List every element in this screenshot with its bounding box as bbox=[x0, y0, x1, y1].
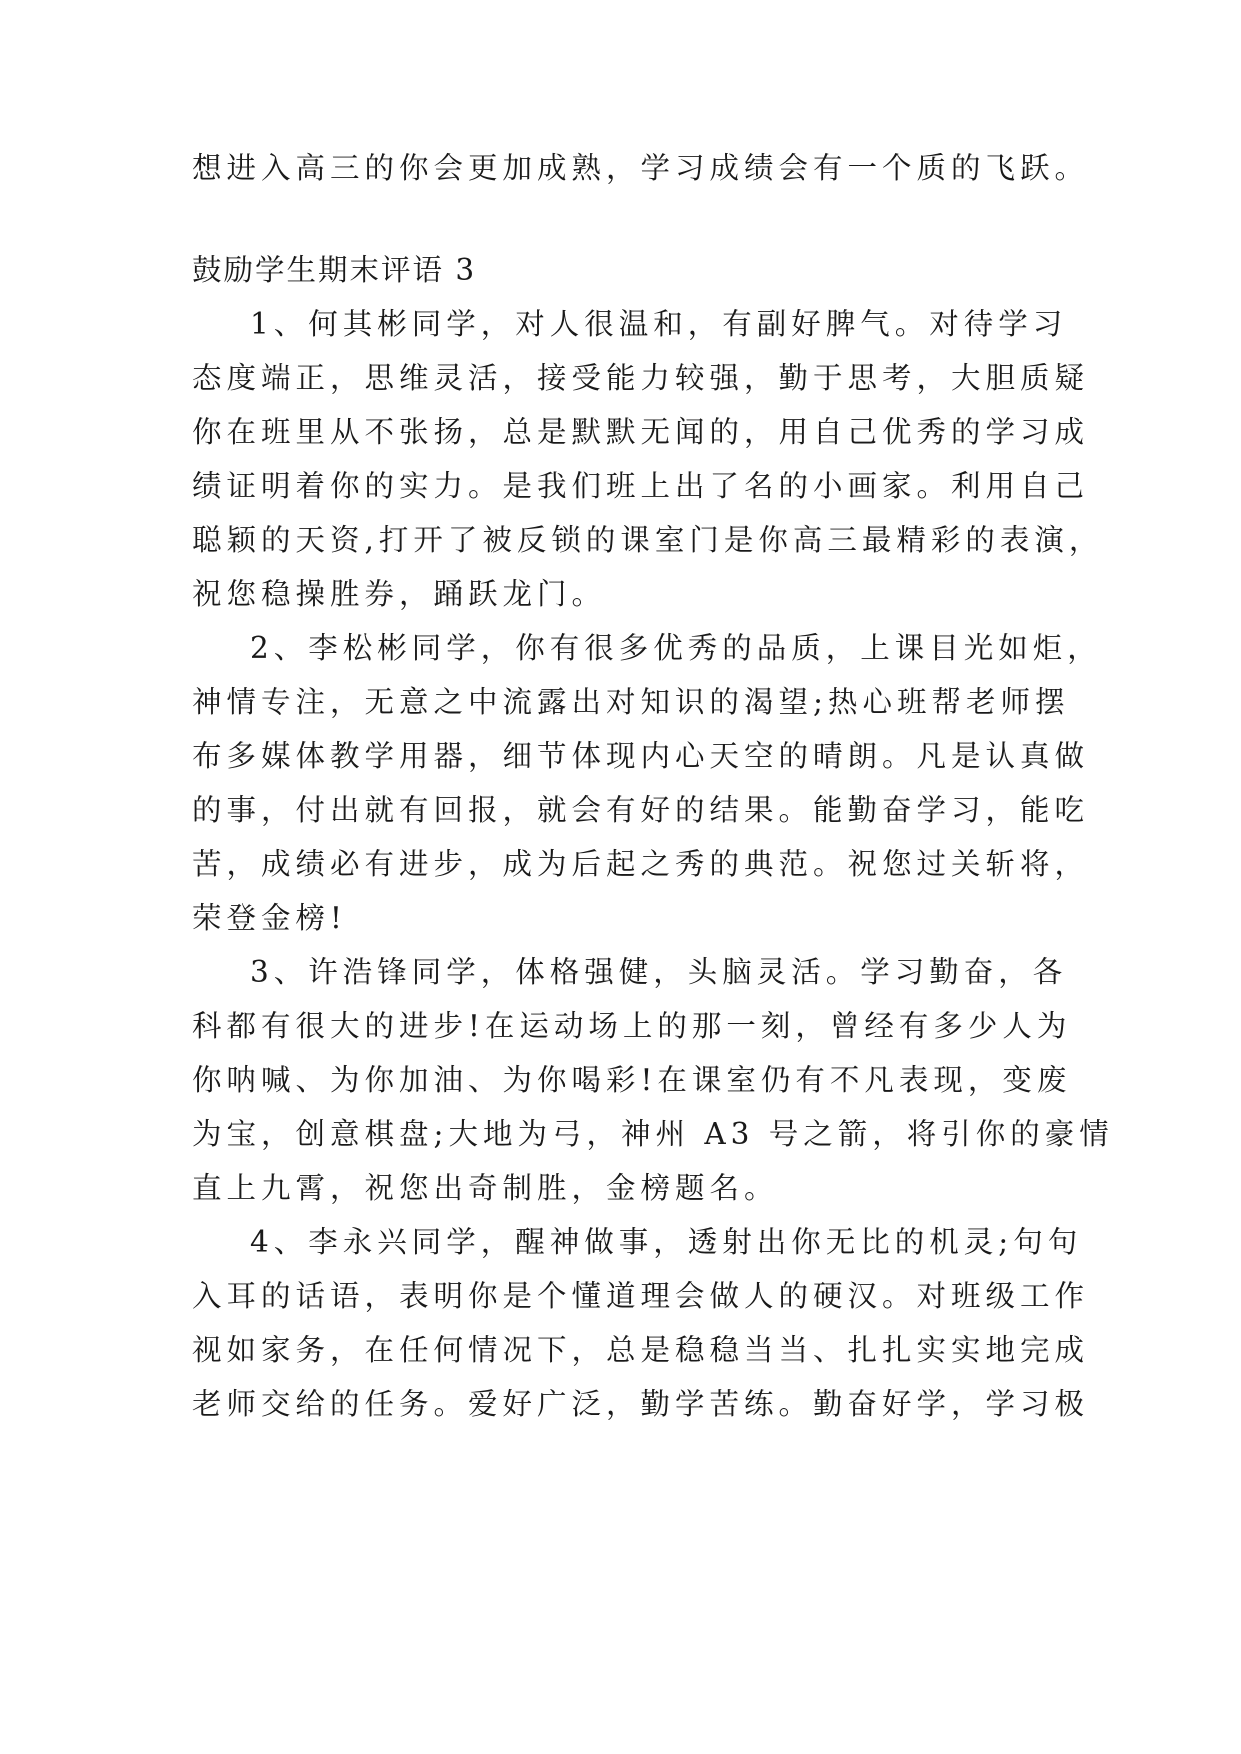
paragraph-1-line-3: 你在班里从不张扬，总是默默无闻的，用自己优秀的学习成 bbox=[192, 415, 1090, 449]
paragraph-3-line-5: 直上九霄，祝您出奇制胜，金榜题名。 bbox=[192, 1171, 779, 1205]
paragraph-1-line-2: 态度端正，思维灵活，接受能力较强，勤于思考，大胆质疑 bbox=[192, 361, 1090, 395]
paragraph-2-line-1: 2、李松彬同学，你有很多优秀的品质，上课目光如炬， bbox=[250, 631, 1102, 665]
paragraph-2-line-3: 布多媒体教学用器，细节体现内心天空的晴朗。凡是认真做 bbox=[192, 739, 1090, 773]
paragraph-3-line-1: 3、许浩锋同学，体格强健，头脑灵活。学习勤奋，各 bbox=[250, 955, 1068, 989]
paragraph-3-line-2: 科都有很大的进步!在运动场上的那一刻，曾经有多少人为 bbox=[192, 1009, 1072, 1043]
paragraph-4-line-3: 视如家务，在任何情况下，总是稳稳当当、扎扎实实地完成 bbox=[192, 1333, 1090, 1367]
paragraph-3-line-4: 为宝，创意棋盘;大地为弓，神州 A3 号之箭，将引你的豪情 bbox=[192, 1117, 1114, 1151]
paragraph-1-line-1: 1、何其彬同学，对人很温和，有副好脾气。对待学习 bbox=[250, 307, 1068, 341]
paragraph-2-line-4: 的事，付出就有回报，就会有好的结果。能勤奋学习，能吃 bbox=[192, 793, 1090, 827]
text-line-1: 想进入高三的你会更加成熟，学习成绩会有一个质的飞跃。 bbox=[192, 151, 1090, 185]
paragraph-1-line-6: 祝您稳操胜券，踊跃龙门。 bbox=[192, 577, 607, 611]
paragraph-3-line-3: 你呐喊、为你加油、为你喝彩!在课室仍有不凡表现，变废 bbox=[192, 1063, 1072, 1097]
paragraph-1-line-5: 聪颖的天资,打开了被反锁的课室门是你高三最精彩的表演， bbox=[192, 523, 1104, 557]
paragraph-1-line-4: 绩证明着你的实力。是我们班上出了名的小画家。利用自己 bbox=[192, 469, 1090, 503]
paragraph-2-line-5: 苦，成绩必有进步，成为后起之秀的典范。祝您过关斩将， bbox=[192, 847, 1090, 881]
paragraph-4-line-1: 4、李永兴同学，醒神做事，透射出你无比的机灵;句句 bbox=[250, 1225, 1083, 1259]
paragraph-2-line-2: 神情专注，无意之中流露出对知识的渴望;热心班帮老师摆 bbox=[192, 685, 1070, 719]
paragraph-4-line-2: 入耳的话语，表明你是个懂道理会做人的硬汉。对班级工作 bbox=[192, 1279, 1090, 1313]
paragraph-4-line-4: 老师交给的任务。爱好广泛，勤学苦练。勤奋好学，学习极 bbox=[192, 1387, 1090, 1421]
paragraph-2-line-6: 荣登金榜! bbox=[192, 901, 347, 935]
section-heading: 鼓励学生期末评语 3 bbox=[192, 253, 477, 287]
